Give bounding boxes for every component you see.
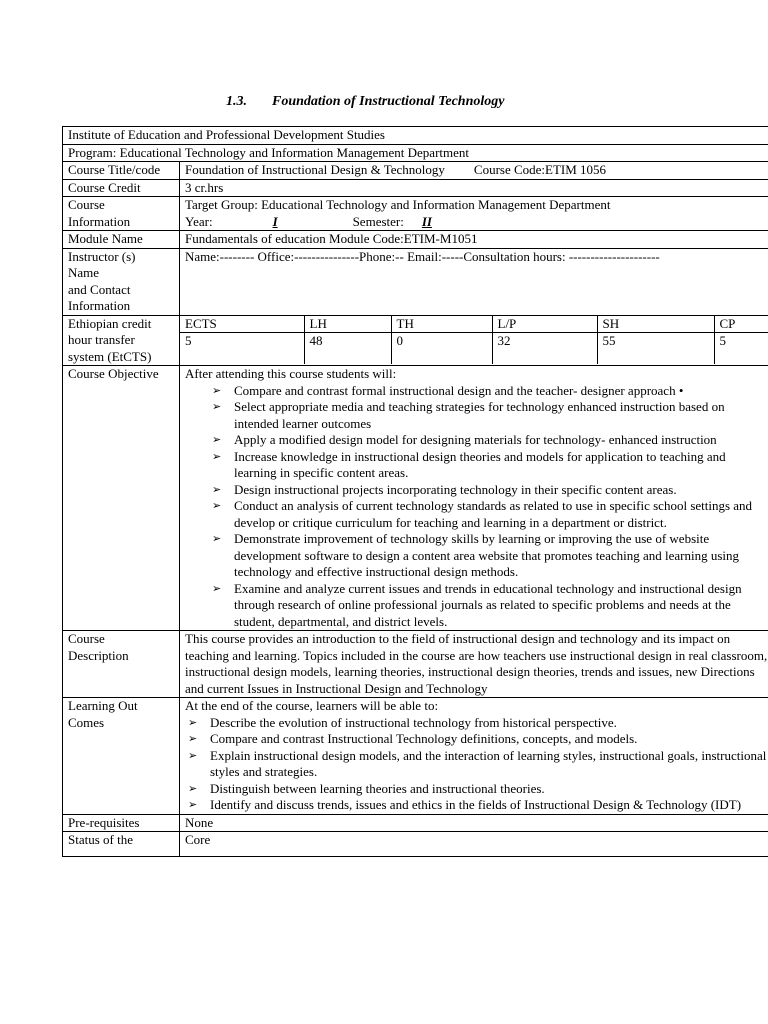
label-line: Course [68, 197, 105, 212]
outcomes-list [185, 715, 768, 814]
course-table [62, 126, 768, 857]
prereq-value: None [180, 814, 768, 832]
label-line: Description [68, 647, 129, 663]
label-line: Course [68, 631, 105, 646]
credit-value-row [180, 333, 768, 365]
table-row [63, 127, 768, 145]
label-line: and Contact [68, 281, 131, 297]
list-item: ➢ Examine and analyze current issues and trends in educational technology and instructional design through research of online professional journals as related to specific problems and needs at the student, departmental, and district levels. [185, 581, 768, 631]
label-line: Information [68, 213, 131, 229]
module-label: Module Name [63, 231, 180, 249]
table-row [63, 197, 768, 231]
credit-header-lh: LH [304, 316, 391, 333]
table-row [63, 231, 768, 249]
table-row [63, 631, 768, 698]
list-item: ➢ Demonstrate improvement of technology skills by learning or improving the use of website development software to design a content area website that promotes teaching and learning using technology and effective instructional design methods. [185, 531, 768, 581]
credit-header-sh: SH [597, 316, 714, 333]
instructor-value: Name:-------- Office:---------------Phone:-- Email:-----Consultation hours: --------------------- [180, 248, 768, 315]
year-semester-line [185, 214, 768, 231]
table-row [63, 179, 768, 197]
table-row [63, 315, 768, 366]
objective-label: Course Objective [63, 366, 180, 631]
outcomes-cell [180, 698, 768, 815]
credit-cell [180, 315, 768, 366]
list-item: ➢ Compare and contrast formal instructional design and the teacher- designer approach • [185, 383, 768, 400]
label-line: hour transfer [68, 332, 135, 347]
course-credit-label: Course Credit [63, 179, 180, 197]
course-title-cell [180, 162, 768, 180]
semester-value: II [421, 213, 432, 229]
credit-label [63, 315, 180, 366]
section-number: 1.3. [226, 94, 247, 109]
course-info-cell [180, 197, 768, 231]
label-line: Instructor (s) [68, 248, 136, 264]
credit-header-ects: ECTS [180, 316, 304, 333]
table-row [63, 162, 768, 180]
status-label: Status of the [63, 832, 180, 857]
label-line: Name [68, 265, 100, 280]
label-line: Comes [68, 714, 105, 730]
list-item: ➢ Design instructional projects incorporating technology in their specific content areas. [185, 482, 768, 499]
table-row [63, 248, 768, 315]
outcomes-label [63, 698, 180, 815]
objective-intro: After attending this course students will: [185, 366, 397, 381]
credit-value-lp: 32 [492, 333, 597, 365]
course-code-value: Course Code:ETIM 1056 [473, 162, 607, 177]
prereq-label: Pre-requisites [63, 814, 180, 832]
list-item: ➢ Increase knowledge in instructional design theories and models for application to teaching and learning in specific content areas. [185, 449, 768, 482]
credit-header-cp: CP [714, 316, 768, 333]
credit-header-lp: L/P [492, 316, 597, 333]
description-value: This course provides an introduction to the field of instructional design and technology and its impact on teaching and learning. Topics included in the course are how teachers use instructional design in real classroom, instructional design models, learning theories, instructional design theories, trends and issues, new Directions and current Issues in Instructional Design and Technology [180, 631, 768, 698]
course-info-label [63, 197, 180, 231]
table-row [63, 698, 768, 815]
list-item: ➢ Conduct an analysis of current technology standards as related to use in specific school settings and develop or critique curriculum for teaching and learning in a department or district. [185, 498, 768, 531]
credit-value-ects: 5 [180, 333, 304, 365]
description-label [63, 631, 180, 698]
credit-header-row [180, 316, 768, 333]
list-item: ➢ Distinguish between learning theories and instructional theories. [185, 781, 768, 798]
credit-value-sh: 55 [597, 333, 714, 365]
table-row [63, 366, 768, 631]
label-line: Information [68, 298, 131, 313]
target-group: Target Group: Educational Technology and Information Management Department [185, 197, 611, 212]
section-title: Foundation of Instructional Technology [272, 94, 505, 109]
label-line: Ethiopian credit [68, 315, 152, 331]
list-item: ➢ Compare and contrast Instructional Technology definitions, concepts, and models. [185, 731, 768, 748]
instructor-label [63, 248, 180, 315]
year-value: I [272, 213, 278, 229]
credit-header-th: TH [391, 316, 492, 333]
table-row [63, 144, 768, 162]
objective-list [185, 383, 768, 631]
module-value: Fundamentals of education Module Code:ETIM-M1051 [180, 231, 768, 249]
course-title-label: Course Title/code [63, 162, 180, 180]
list-item: ➢ Select appropriate media and teaching strategies for technology enhanced instruction based on intended learner outcomes [185, 399, 768, 432]
list-item: ➢ Identify and discuss trends, issues and ethics in the fields of Instructional Design & Technology (IDT) [185, 797, 768, 814]
course-title-value: Foundation of Instructional Design & Technology [185, 162, 445, 177]
label-line: Learning Out [68, 698, 138, 713]
course-credit-value: 3 cr.hrs [180, 179, 768, 197]
semester-label: Semester: [352, 213, 404, 229]
year-label: Year: [185, 213, 213, 229]
table-row [63, 832, 768, 857]
credit-value-cp: 5 [714, 333, 768, 365]
outcomes-intro: At the end of the course, learners will be able to: [185, 698, 439, 713]
institute-cell: Institute of Education and Professional Development Studies [63, 127, 768, 145]
status-value: Core [180, 832, 768, 857]
list-item: ➢ Describe the evolution of instructional technology from historical perspective. [185, 715, 768, 732]
credit-table [180, 316, 768, 365]
section-heading [226, 94, 504, 111]
credit-value-lh: 48 [304, 333, 391, 365]
list-item: ➢ Explain instructional design models, and the interaction of learning styles, instructional goals, instructional styles and strategies. [185, 748, 768, 781]
objective-cell [180, 366, 768, 631]
label-line: system (EtCTS) [68, 348, 152, 364]
program-cell: Program: Educational Technology and Information Management Department [63, 144, 768, 162]
table-row [63, 814, 768, 832]
list-item: ➢ Apply a modified design model for designing materials for technology- enhanced instruction [185, 432, 768, 449]
credit-value-th: 0 [391, 333, 492, 365]
